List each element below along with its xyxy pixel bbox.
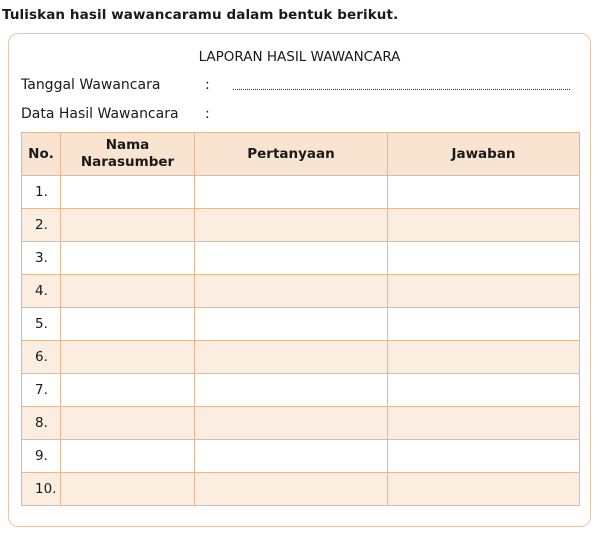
pertanyaan-cell[interactable] <box>195 473 388 506</box>
jawaban-cell[interactable] <box>388 374 580 407</box>
date-fill-line[interactable] <box>233 89 570 90</box>
narasumber-cell[interactable] <box>61 275 195 308</box>
jawaban-cell[interactable] <box>388 473 580 506</box>
jawaban-cell[interactable] <box>388 176 580 209</box>
data-label: Data Hasil Wawancara <box>21 106 179 122</box>
table-row <box>22 209 580 242</box>
table-row <box>22 473 580 506</box>
pertanyaan-cell[interactable] <box>195 308 388 341</box>
date-label: Tanggal Wawancara <box>21 77 161 93</box>
table-row <box>22 176 580 209</box>
header-narasumber <box>61 133 195 176</box>
pertanyaan-cell[interactable] <box>195 275 388 308</box>
header-no: No. <box>22 133 61 176</box>
row-number: 8. <box>22 407 61 440</box>
jawaban-cell[interactable] <box>388 308 580 341</box>
jawaban-cell[interactable] <box>388 242 580 275</box>
interview-table <box>21 132 580 506</box>
narasumber-cell[interactable] <box>61 374 195 407</box>
table-row <box>22 440 580 473</box>
narasumber-cell[interactable] <box>61 209 195 242</box>
pertanyaan-cell[interactable] <box>195 374 388 407</box>
narasumber-cell[interactable] <box>61 407 195 440</box>
row-number: 9. <box>22 440 61 473</box>
report-title: LAPORAN HASIL WAWANCARA <box>198 49 401 65</box>
jawaban-cell[interactable] <box>388 440 580 473</box>
table-row <box>22 341 580 374</box>
instruction-text: Tuliskan hasil wawancaramu dalam bentuk berikut. <box>2 7 399 23</box>
narasumber-cell[interactable] <box>61 176 195 209</box>
header-pertanyaan: Pertanyaan <box>195 133 388 176</box>
jawaban-cell[interactable] <box>388 407 580 440</box>
table-header-row <box>22 133 580 176</box>
pertanyaan-cell[interactable] <box>195 209 388 242</box>
pertanyaan-cell[interactable] <box>195 176 388 209</box>
narasumber-cell[interactable] <box>61 440 195 473</box>
pertanyaan-cell[interactable] <box>195 341 388 374</box>
narasumber-cell[interactable] <box>61 473 195 506</box>
row-number: 7. <box>22 374 61 407</box>
jawaban-cell[interactable] <box>388 275 580 308</box>
report-card <box>8 33 591 527</box>
jawaban-cell[interactable] <box>388 209 580 242</box>
row-number: 10. <box>22 473 61 506</box>
pertanyaan-cell[interactable] <box>195 440 388 473</box>
row-number: 4. <box>22 275 61 308</box>
pertanyaan-cell[interactable] <box>195 407 388 440</box>
row-number: 5. <box>22 308 61 341</box>
table-row <box>22 275 580 308</box>
data-colon: : <box>205 106 210 122</box>
narasumber-cell[interactable] <box>61 341 195 374</box>
narasumber-cell[interactable] <box>61 308 195 341</box>
table-row <box>22 374 580 407</box>
row-number: 1. <box>22 176 61 209</box>
row-number: 2. <box>22 209 61 242</box>
narasumber-cell[interactable] <box>61 242 195 275</box>
pertanyaan-cell[interactable] <box>195 242 388 275</box>
header-jawaban: Jawaban <box>388 133 580 176</box>
table-row <box>22 308 580 341</box>
table-row <box>22 407 580 440</box>
row-number: 3. <box>22 242 61 275</box>
date-colon: : <box>205 77 210 93</box>
jawaban-cell[interactable] <box>388 341 580 374</box>
table-row <box>22 242 580 275</box>
row-number: 6. <box>22 341 61 374</box>
header-narasumber-text: Nama Narasumber <box>80 137 175 170</box>
